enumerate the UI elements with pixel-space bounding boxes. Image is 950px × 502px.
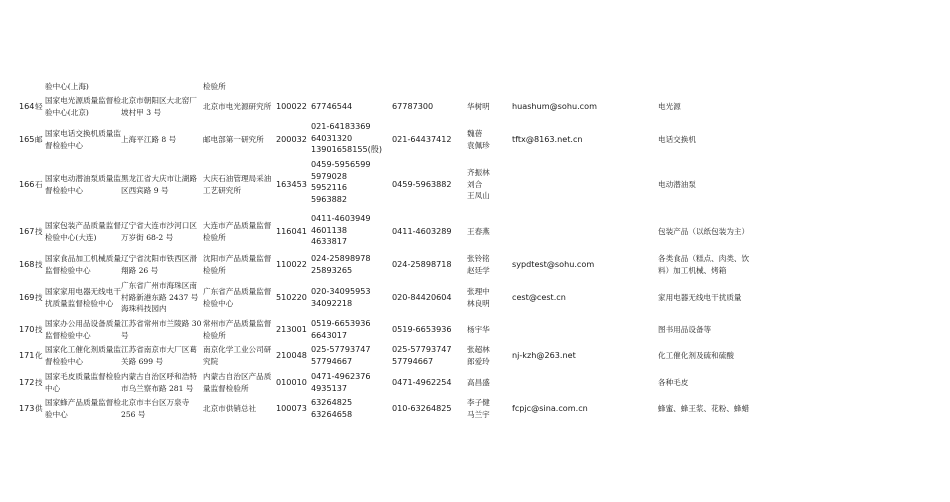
host-unit: 内蒙古自治区产品质 量监督检验所 [203, 372, 272, 393]
address: 内蒙古自治区呼和浩特 市乌兰察布路 281 号 [121, 372, 197, 393]
postcode: 163453 [276, 179, 307, 189]
center-name: 国家包装产品质量监督 检验中心(大连) [45, 221, 121, 242]
center-name: 国家化工催化剂质量监 督检验中心 [45, 345, 121, 366]
fragment-center-name: 验中心(上海) [45, 82, 89, 91]
fax: 0519-6653936 [392, 324, 452, 334]
address: 广东省广州市海珠区南 村路新港东路 2437 号 海珠科技园内 [121, 281, 199, 313]
test-scope: 蜂蜜、蜂王浆、花粉、蜂蜡 [658, 404, 750, 413]
test-scope: 电动潜油泵 [658, 180, 696, 189]
row-type: 供 [35, 404, 43, 413]
address: 上海平江路 8 号 [121, 135, 177, 144]
row-type: 技 [35, 378, 43, 387]
postcode: 010010 [276, 377, 307, 387]
row-number: 173 [19, 403, 35, 413]
contact: 张铃铭 赵廷学 [467, 254, 490, 275]
test-scope: 电话交换机 [658, 135, 696, 144]
phone: 67746544 [311, 101, 353, 111]
row-type: 化 [35, 351, 43, 360]
email-link[interactable]: tftx@8163.net.cn [512, 134, 583, 144]
test-scope: 化工催化剂及硫和硫酸 [658, 351, 734, 360]
address: 辽宁省大连市沙河口区 万岁街 68-2 号 [121, 221, 197, 242]
fax: 021-64437412 [392, 134, 452, 144]
host-unit: 大庆石油管理局采油 工艺研究所 [203, 174, 272, 195]
postcode: 213001 [276, 324, 307, 334]
contact: 杨宇华 [467, 325, 490, 334]
row-type: 石 [35, 180, 43, 189]
host-unit: 大连市产品质量监督 检验所 [203, 221, 272, 242]
fax: 010-63264825 [392, 403, 452, 413]
contact: 高昌盛 [467, 378, 490, 387]
email-link[interactable]: sypdtest@sohu.com [512, 259, 595, 269]
row-type: 技 [35, 227, 43, 236]
email-link[interactable]: cest@cest.cn [512, 292, 566, 302]
address: 辽宁省沈阳市铁西区滑 翔路 26 号 [121, 254, 197, 275]
row-number: 171 [19, 350, 35, 360]
row-type: 技 [35, 325, 43, 334]
email-link[interactable]: fcpjc@sina.com.cn [512, 403, 588, 413]
postcode: 100073 [276, 403, 307, 413]
phone: 0519-6653936 6643017 [311, 318, 371, 340]
phone: 63264825 63264658 [311, 397, 353, 419]
address: 江苏省南京市大厂区葛 关路 699 号 [121, 345, 197, 366]
host-unit: 常州市产品质量监督 检验所 [203, 319, 272, 340]
test-scope: 家用电器无线电干扰质量 [658, 293, 742, 302]
phone: 020-34095953 34092218 [311, 286, 371, 308]
center-name: 国家电话交换机质量监 督检验中心 [45, 129, 121, 150]
host-unit: 南京化学工业公司研 究院 [203, 345, 272, 366]
phone: 021-64183369 64031320 13901658155(殷) [311, 121, 383, 154]
contact: 张理中 林良明 [467, 287, 490, 308]
address: 江苏省常州市兰陵路 30 号 [121, 319, 202, 340]
contact: 魏蓓 袁佩珍 [467, 129, 490, 150]
row-type: 技 [35, 293, 43, 302]
address: 黑龙江省大庆市让湖路 区西宾路 9 号 [121, 174, 197, 195]
phone: 0411-4603949 4601138 4633817 [311, 213, 371, 246]
row-number: 168 [19, 259, 35, 269]
center-name: 国家家用电器无线电干 扰质量监督检验中心 [45, 287, 121, 308]
fax: 0459-5963882 [392, 179, 452, 189]
row-type: 轻 [35, 102, 43, 111]
test-scope: 各类食品（糕点、肉类、饮 料）加工机械、烤箱 [658, 254, 750, 275]
fax: 0411-4603289 [392, 226, 452, 236]
address: 北京市丰台区万泉寺 256 号 [121, 398, 190, 419]
contact: 李子健 马兰宇 [467, 398, 490, 419]
row-number: 170 [19, 324, 35, 334]
fax: 0471-4962254 [392, 377, 452, 387]
test-scope: 电光源 [658, 102, 681, 111]
row-number: 165 [19, 134, 35, 144]
row-number: 164 [19, 101, 35, 111]
phone: 024-25898978 25893265 [311, 253, 371, 275]
fax: 025-57793747 57794667 [392, 344, 452, 366]
fragment-unit: 检验所 [203, 82, 226, 91]
center-name: 国家食品加工机械质量 监督检验中心 [45, 254, 121, 275]
contact: 华树明 [467, 102, 490, 111]
row-number: 169 [19, 292, 35, 302]
postcode: 200032 [276, 134, 307, 144]
center-name: 国家办公用品设备质量 监督检验中心 [45, 319, 121, 340]
host-unit: 北京市电光源研究所 [203, 102, 272, 111]
contact: 齐振林 刘合 王凤山 [467, 168, 490, 200]
fax: 020-84420604 [392, 292, 452, 302]
test-scope: 图书用品设备等 [658, 325, 712, 334]
email-link[interactable]: nj-kzh@263.net [512, 350, 576, 360]
test-scope: 包装产品（以纸包装为主） [658, 227, 750, 236]
fax: 67787300 [392, 101, 434, 111]
center-name: 国家电动潜油泵质量监 督检验中心 [45, 174, 121, 195]
contact: 王春燕 [467, 227, 490, 236]
test-scope: 各种毛皮 [658, 378, 689, 387]
host-unit: 邮电部第一研究所 [203, 135, 264, 144]
phone: 0459-5956599 5979028 5952116 5963882 [311, 159, 371, 204]
host-unit: 沈阳市产品质量监督 检验所 [203, 254, 272, 275]
host-unit: 北京市供销总社 [203, 404, 257, 413]
center-name: 国家电光源质量监督检 验中心(北京) [45, 96, 121, 117]
row-number: 166 [19, 179, 35, 189]
row-type: 技 [35, 260, 43, 269]
postcode: 210048 [276, 350, 307, 360]
row-number: 172 [19, 377, 35, 387]
phone: 025-57793747 57794667 [311, 344, 371, 366]
postcode: 116041 [276, 226, 307, 236]
host-unit: 广东省产品质量监督 检验中心 [203, 287, 272, 308]
fax: 024-25898718 [392, 259, 452, 269]
contact: 张超林 郎爱玲 [467, 345, 490, 366]
center-name: 国家毛皮质量监督检验 中心 [45, 372, 121, 393]
postcode: 110022 [276, 259, 307, 269]
postcode: 510220 [276, 292, 307, 302]
address: 北京市朝阳区大北窑厂 坡村甲 3 号 [121, 96, 197, 117]
center-name: 国家蜂产品质量监督检 验中心 [45, 398, 121, 419]
email-link[interactable]: huashum@sohu.com [512, 101, 597, 111]
row-number: 167 [19, 226, 35, 236]
row-type: 邮 [35, 135, 43, 144]
postcode: 100022 [276, 101, 307, 111]
phone: 0471-4962376 4935137 [311, 371, 371, 393]
